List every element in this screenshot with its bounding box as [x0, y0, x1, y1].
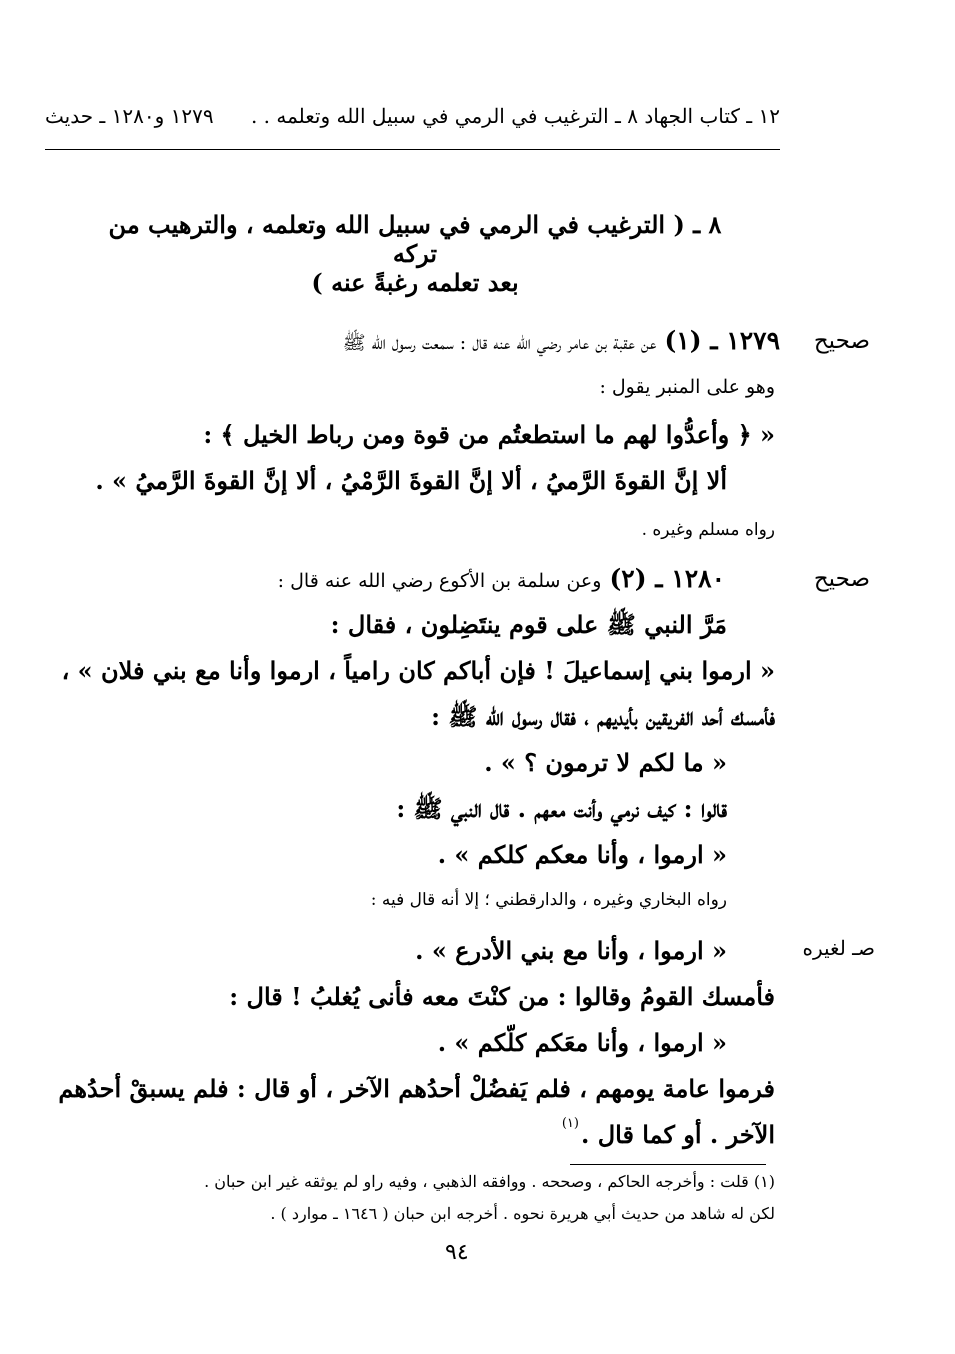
footnote-rule	[570, 1164, 766, 1165]
header-hadith-range: ١٢٧٩ و١٢٨٠ ـ حديث	[45, 104, 214, 128]
hadith-1280-line2: « ارموا بني إسماعيلَ ! فإن أباكم كان رامياً ، ارموا وأنا مع بني فلان » ،	[61, 656, 775, 685]
hadith-1280-line10: فرموا عامة يومهم ، فلم يَفضُلْ أحدُهم الآخر ، أو قال : فلم يسبقْ أحدُهم	[58, 1074, 775, 1103]
hadith-1280-line11-wrap	[561, 1116, 775, 1149]
footnote-line2: لكن له شاهد من حديث أبي هريرة نحوه . أخرجه ابن حبان ( ١٦٤٦ ـ موارد ) .	[270, 1204, 775, 1223]
hadith-1280-grade: صحيح	[813, 566, 870, 592]
hadith-1280-line3: فأمسك أحد الفريقين بأيديهم ، فقال رسول الله ﷺ :	[431, 702, 775, 731]
hadith-1279-text-line1: « ﴿ وأعدُّوا لهم ما استطعتُم من قوة ومن رباط الخيل ﴾ :	[203, 420, 775, 449]
hadith-1280-line5: قالوا : كيف نرمي وأنت معهم . قال النبي ﷺ :	[396, 794, 727, 823]
hadith-1279-header	[45, 326, 780, 359]
footnote-line1: (١) قلت : وأخرجه الحاكم ، وصححه . ووافقه الذهبي ، وفيه راو لم يوثقه غير ابن حبان .	[204, 1172, 775, 1191]
hadith-1280-header	[278, 564, 725, 593]
hadith-1279-grade: صحيح	[813, 328, 870, 354]
header-chapter-title: ١٢ ـ كتاب الجهاد ٨ ـ الترغيب في الرمي في سبيل الله وتعلمه . .	[250, 104, 780, 128]
hadith-1279-source: رواه مسلم وغيره .	[641, 520, 775, 540]
hadith-1279-intro-cont: وهو على المنبر يقول :	[599, 376, 775, 398]
hadith-1280-line8: فأمسك القومُ وقالوا : من كنْتَ معه فأنى يُغلبُ ! قال :	[229, 982, 775, 1011]
hadith-1280-intro: وعن سلمة بن الأكوع رضي الله عنه قال :	[277, 570, 602, 592]
header-rule	[45, 149, 780, 150]
hadith-1279-text-line2: ألا إنَّ القوةَ الرَّميُ ، ألا إنَّ القوةَ الرَّمْيُ ، ألا إنَّ القوةَ الرَّميُ » .	[95, 466, 727, 495]
hadith-1280-line7: « ارموا ، وأنا مع بني الأدرع » .	[415, 936, 727, 965]
hadith-1280-source: رواه البخاري وغيره ، والدارقطني ؛ إلا أنه قال فيه :	[370, 890, 727, 910]
hadith-1279-number: ١٢٧٩ ـ (١)	[664, 326, 780, 355]
hadith-1280-line4: « ما لكم لا ترمون ؟ » .	[484, 748, 727, 777]
chapter-title-line2: بعد تعلمه رغبةً عنه )	[311, 268, 519, 297]
hadith-1280-grade2: صـ لغيره	[802, 936, 875, 960]
footnote-ref-1[interactable]: (١)	[561, 1116, 579, 1131]
chapter-title-line1: ٨ ـ ( الترغيب في الرمي في سبيل الله وتعلمه ، والترهيب من تركه	[108, 210, 722, 268]
hadith-1280-number: ١٢٨٠ ـ (٢)	[609, 564, 725, 593]
hadith-1280-line11: الآخر . أو كما قال .	[580, 1120, 775, 1149]
page-number: ٩٤	[445, 1240, 469, 1265]
hadith-1280-line9: « ارموا ، وأنا معَكم كلّكم » .	[437, 1028, 727, 1057]
hadith-1280-line6: « ارموا ، وأنا معكم كلكم » .	[437, 840, 727, 869]
running-header	[45, 101, 780, 131]
hadith-1279-intro: عن عقبة بن عامر رضي الله عنه قال : سمعت رسول الله ﷺ	[342, 332, 657, 354]
hadith-1280-line1: مَرَّ النبي ﷺ على قوم ينتَضِلون ، فقال :	[330, 610, 727, 639]
